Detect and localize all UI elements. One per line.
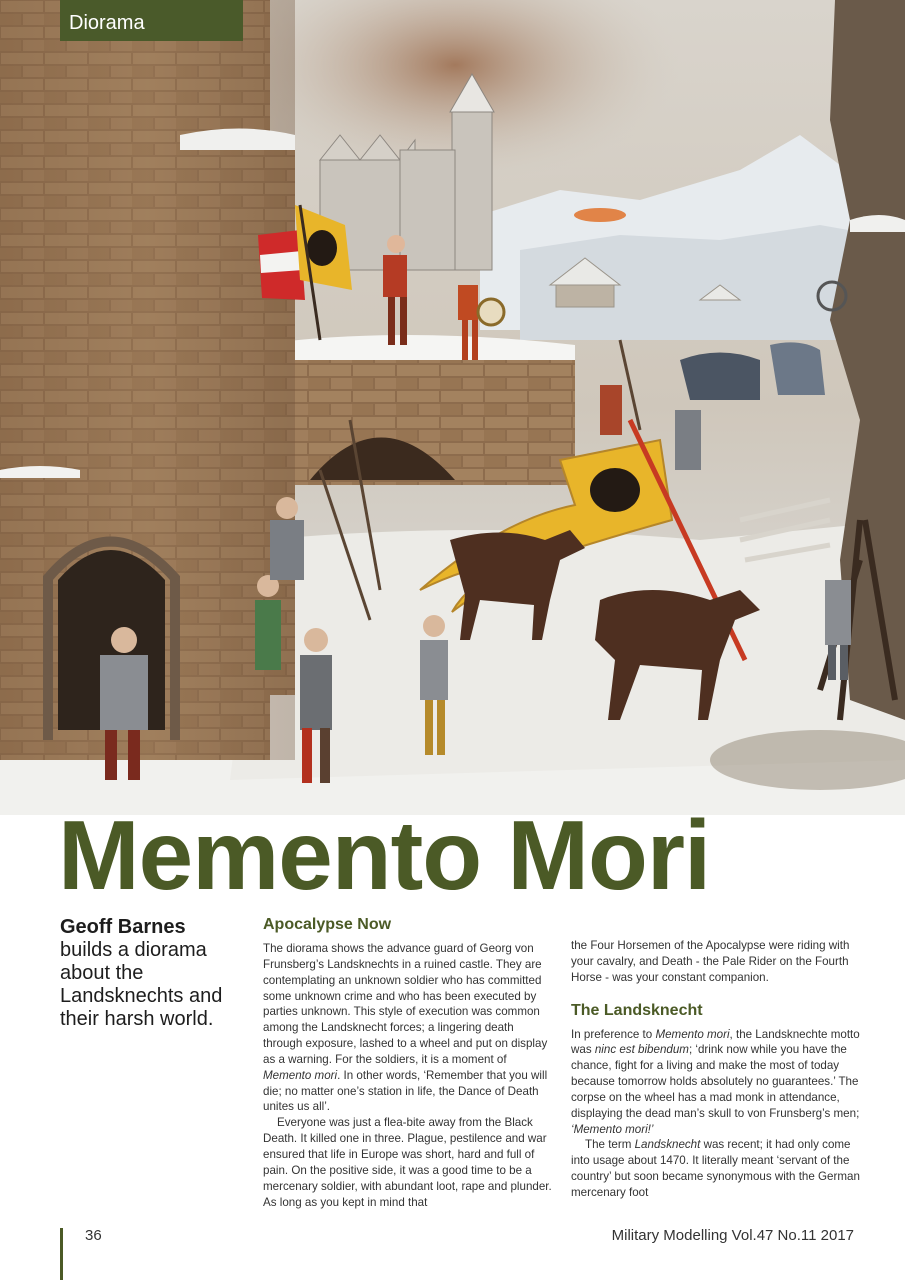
paragraph-1: The diorama shows the advance guard of Georg von Frunsberg’s Landsknechts in a ruined castle. They are contemplating an unknown soldier who has committed some unknown crime and who has been executed by parties unknown. This style of execution was common among the Landsknecht forces; a lingering death through exposure, lashed to a wheel and put on display as a warning. For the soldiers, it is a moment of Memento mori. In other words, ‘Remember that you will die; no matter one’s station in life, the Dance of Death unites us all’. xyxy=(263,942,548,1114)
page-number: 36 xyxy=(85,1227,102,1244)
subheading-the-landsknecht: The Landsknecht xyxy=(571,1001,703,1019)
standfirst: builds a diorama about the Landsknechts and their harsh world. xyxy=(60,939,223,1030)
folio-bar xyxy=(60,1228,63,1280)
article-column-1 xyxy=(263,915,553,1210)
subheading-apocalypse-now: Apocalypse Now xyxy=(263,916,392,933)
author-name: Geoff Barnes xyxy=(60,916,186,938)
section-tag: Diorama xyxy=(60,0,243,41)
headline: Memento Mori xyxy=(58,800,711,910)
article-column-2 xyxy=(571,938,861,1201)
paragraph-2-continued: the Four Horsemen of the Apocalypse were riding with your cavalry, and Death - the Pale Rider on the Fourth Horse - was your constant companion. xyxy=(571,939,850,984)
paragraph-2: Everyone was just a flea-bite away from the Black Death. It killed one in three. Plague, pestilence and war ensured that life in Europe was short, hard and full of pain. On the positive side, it was a good time to be a mercenary soldier, with abundant loot, rape and plunder. As long as you kept in mind that xyxy=(263,1116,552,1209)
paragraph-3: In preference to Memento mori, the Landsknechte motto was ninc est bibendum; ‘drink now while you have the chance, fight for a living and make the most of today because tomorrow holds absolutely no guarantees.’ The corpse on the wheel has a mad monk in attendance, displaying the dead man’s skull to von Frunsberg’s men; ‘Memento mori!’ xyxy=(571,1027,860,1136)
paragraph-4: The term Landsknecht was recent; it had only come into usage about 1470. It literally meant ‘servant of the country’ but soon became synonymous with the German mercenary foot xyxy=(571,1138,860,1199)
magazine-issue: Military Modelling Vol.47 No.11 2017 xyxy=(611,1227,854,1244)
byline xyxy=(60,915,245,1031)
